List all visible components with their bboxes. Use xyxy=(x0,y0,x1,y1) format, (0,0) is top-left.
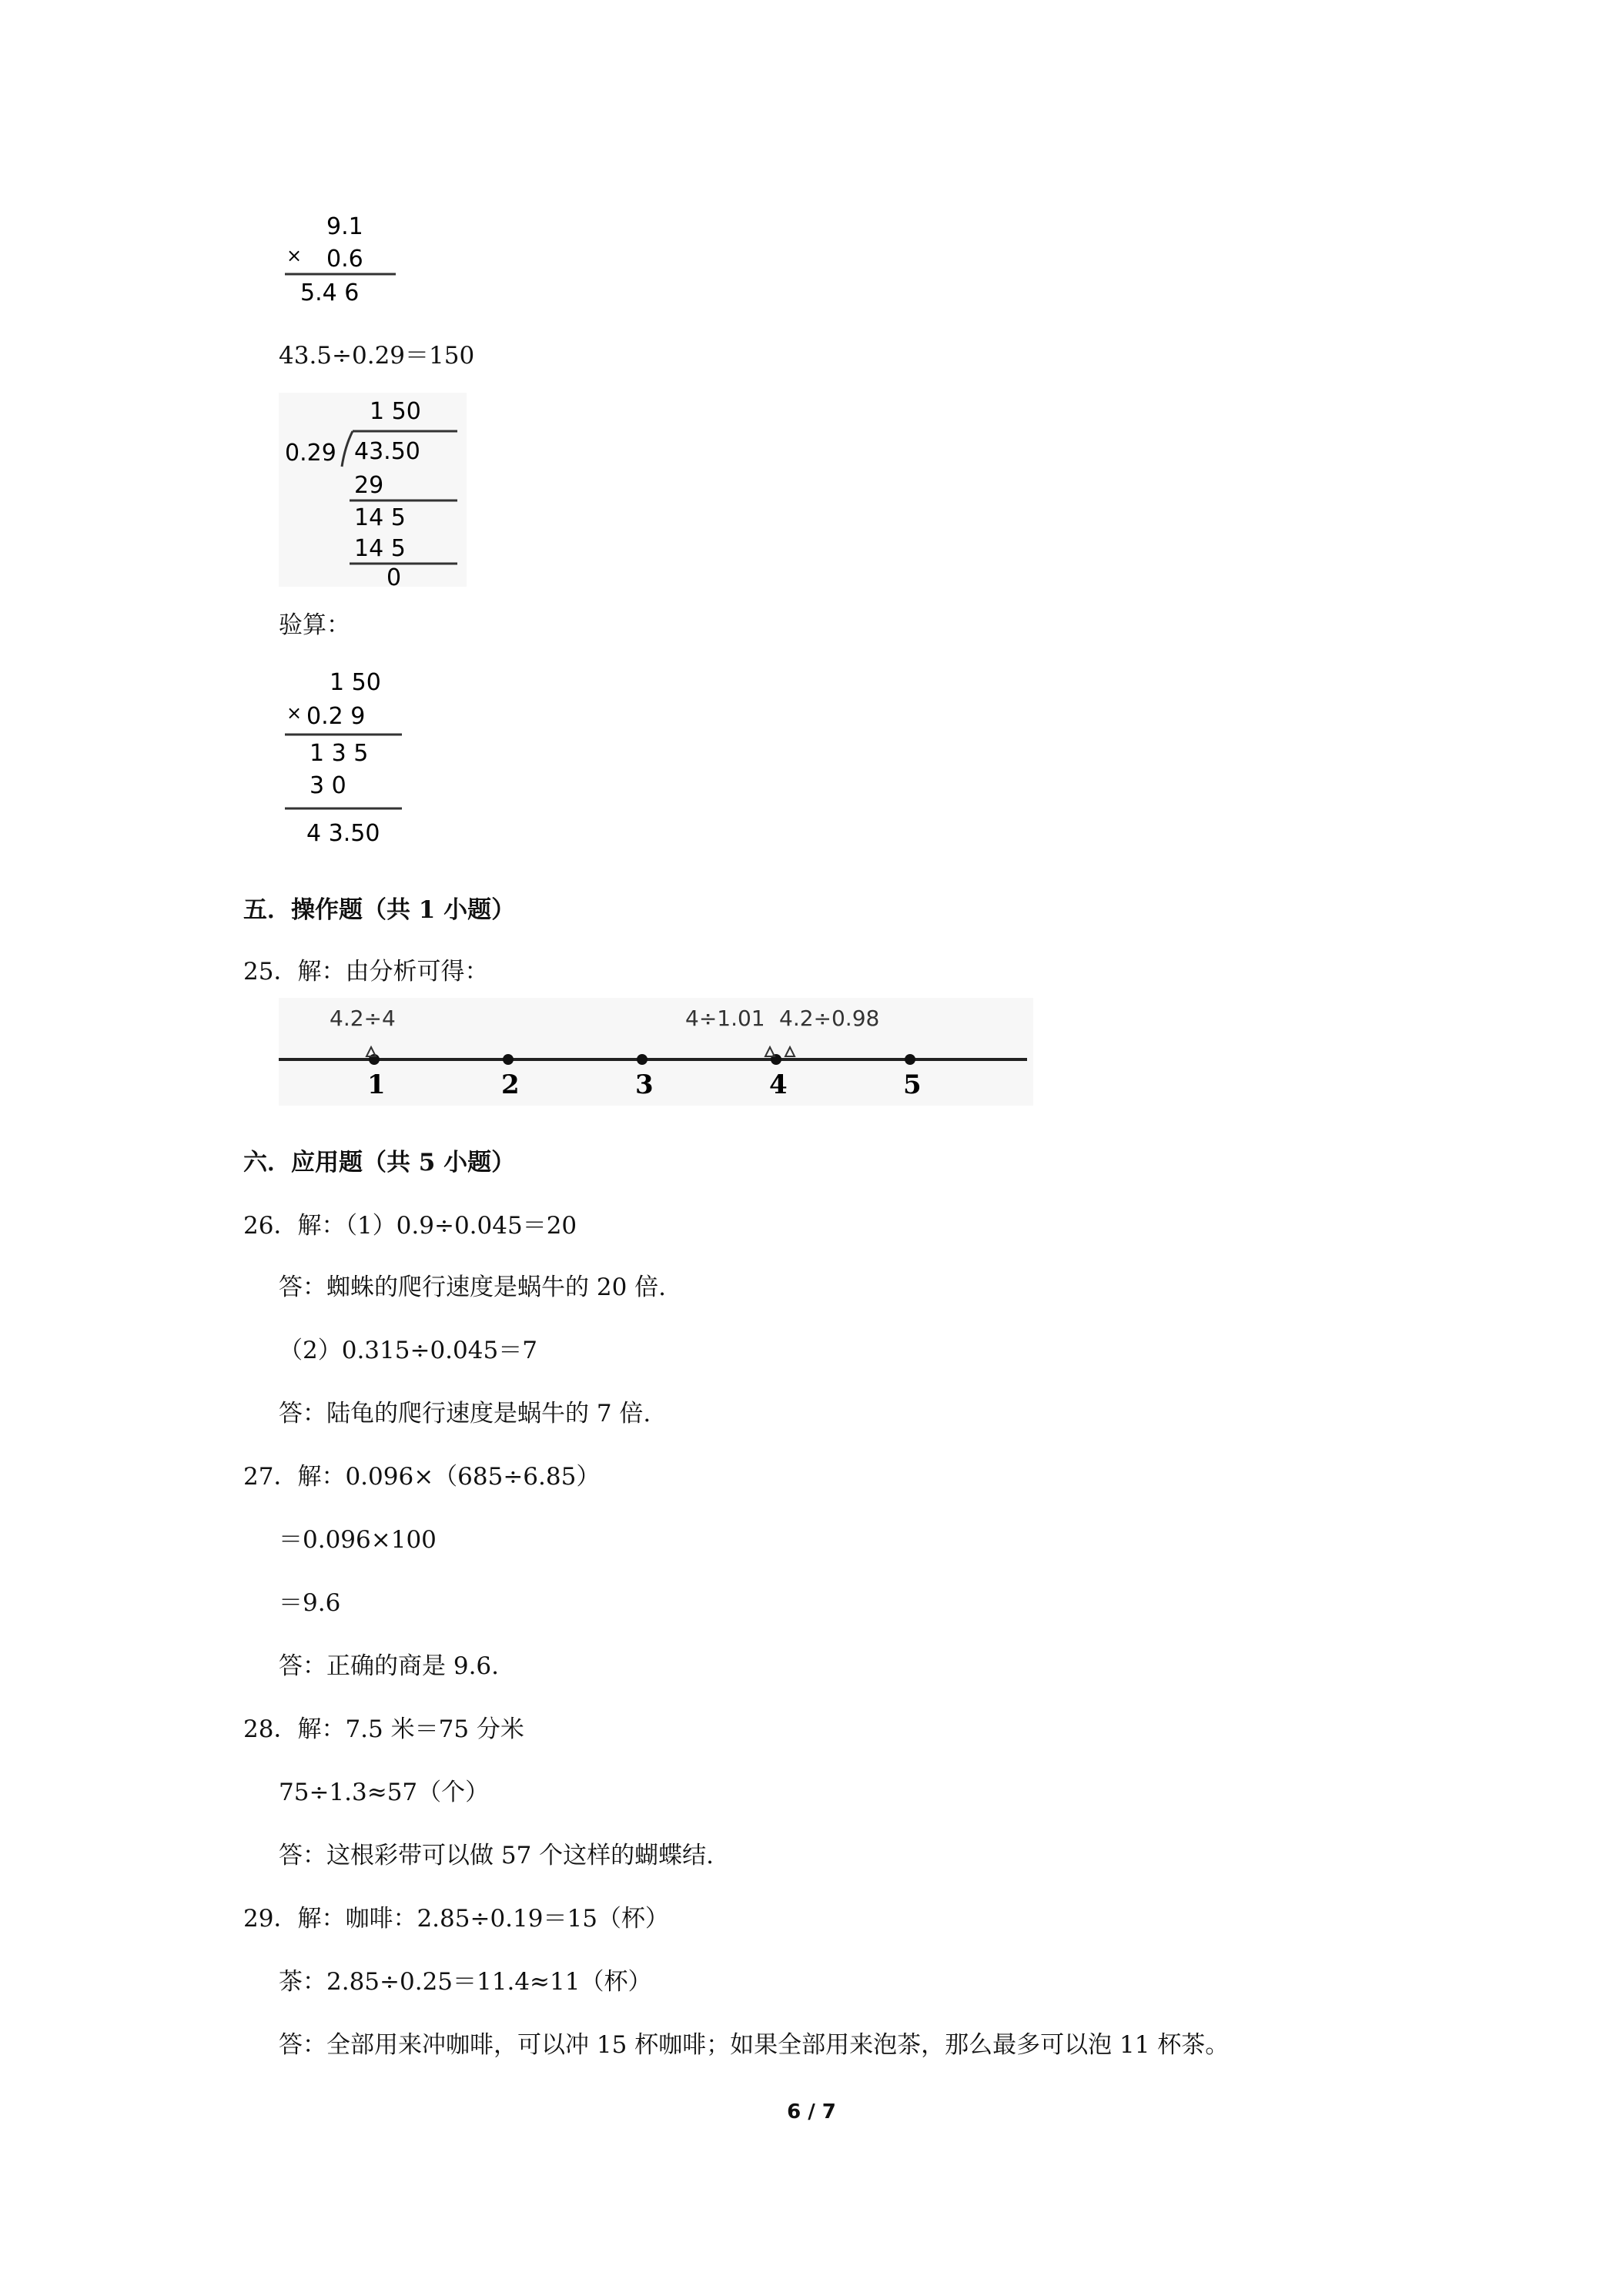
text-line: ＝9.6 xyxy=(279,1589,341,1617)
division-step-3: 14 5 xyxy=(354,535,406,562)
long-division-figure xyxy=(279,393,467,587)
text-line: 75÷1.3≈57（个） xyxy=(279,1779,490,1806)
number-line-tick-label: 5 xyxy=(903,1069,922,1100)
check-partial-1: 1 3 5 xyxy=(310,740,369,767)
text-line: 答：蜘蛛的爬行速度是蜗牛的 20 倍. xyxy=(279,1274,667,1301)
section-heading: 六．应用题（共 5 小题） xyxy=(243,1149,516,1176)
text-line: 答：正确的商是 9.6. xyxy=(279,1652,500,1680)
check-top: 1 50 xyxy=(330,669,381,696)
number-line-tick-label: 2 xyxy=(501,1069,520,1100)
text-line: （2）0.315÷0.045＝7 xyxy=(279,1337,537,1364)
check-mid: 0.2 9 xyxy=(306,703,366,730)
division-remainder: 0 xyxy=(387,564,402,587)
number-line-svg xyxy=(279,998,1033,1106)
page-number: 6 / 7 xyxy=(787,2100,836,2124)
division-dividend: 43.50 xyxy=(354,438,420,465)
division-svg xyxy=(279,393,467,587)
number-line-tick-label: 4 xyxy=(769,1069,788,1100)
number-line-annotation: 4.2÷0.98 xyxy=(779,1006,880,1031)
division-divisor: 0.29 xyxy=(285,440,336,467)
text-line: 28．解：7.5 米＝75 分米 xyxy=(243,1715,524,1743)
check-result: 4 3.50 xyxy=(306,820,380,847)
mult-sign: × xyxy=(286,245,303,266)
number-line-tick-label: 3 xyxy=(635,1069,654,1100)
text-line: ＝0.096×100 xyxy=(279,1526,437,1554)
number-line-tick-label: 1 xyxy=(367,1069,386,1100)
number-line-annotation: 4÷1.01 xyxy=(685,1006,765,1031)
division-step-2: 14 5 xyxy=(354,504,406,531)
number-line-marker-triangle xyxy=(785,1047,795,1056)
multiplication-svg xyxy=(279,206,402,306)
division-step-1: 29 xyxy=(354,472,384,499)
mult-top: 9.1 xyxy=(326,213,363,240)
number-line-dot xyxy=(637,1054,648,1065)
mult-result: 5.4 6 xyxy=(300,279,360,306)
multiplication-figure xyxy=(279,206,402,306)
number-line-figure xyxy=(279,998,1033,1106)
text-line: 答：全部用来冲咖啡，可以冲 15 杯咖啡；如果全部用来泡茶，那么最多可以泡 11 杯茶。 xyxy=(279,2031,1230,2059)
text-line: 答：陆龟的爬行速度是蜗牛的 7 倍. xyxy=(279,1400,651,1427)
text-line: 答：这根彩带可以做 57 个这样的蝴蝶结. xyxy=(279,1842,714,1869)
text-line: 43.5÷0.29＝150 xyxy=(279,342,475,370)
number-line-marker-triangle xyxy=(366,1047,376,1056)
number-line-dot xyxy=(905,1054,915,1065)
text-line: 29．解：咖啡：2.85÷0.19＝15（杯） xyxy=(243,1905,669,1933)
section-heading: 五．操作题（共 1 小题） xyxy=(243,896,516,924)
check-sign: × xyxy=(286,702,303,724)
number-line-dot xyxy=(503,1054,514,1065)
division-bracket xyxy=(342,431,353,467)
mult-mid: 0.6 xyxy=(326,246,363,273)
number-line-annotation: 4.2÷4 xyxy=(330,1006,396,1031)
check-partial-2: 3 0 xyxy=(310,772,346,799)
text-line: 26．解：（1）0.9÷0.045＝20 xyxy=(243,1212,577,1240)
number-line-marker-triangle xyxy=(765,1047,775,1056)
check-svg xyxy=(279,664,410,856)
text-line: 茶：2.85÷0.25＝11.4≈11（杯） xyxy=(279,1968,652,1996)
text-line: 25．解：由分析可得： xyxy=(243,958,489,986)
text-line: 验算： xyxy=(279,611,350,639)
check-multiplication-figure xyxy=(279,664,410,856)
text-line: 27．解：0.096×（685÷6.85） xyxy=(243,1463,601,1491)
division-quotient: 1 50 xyxy=(370,398,421,425)
